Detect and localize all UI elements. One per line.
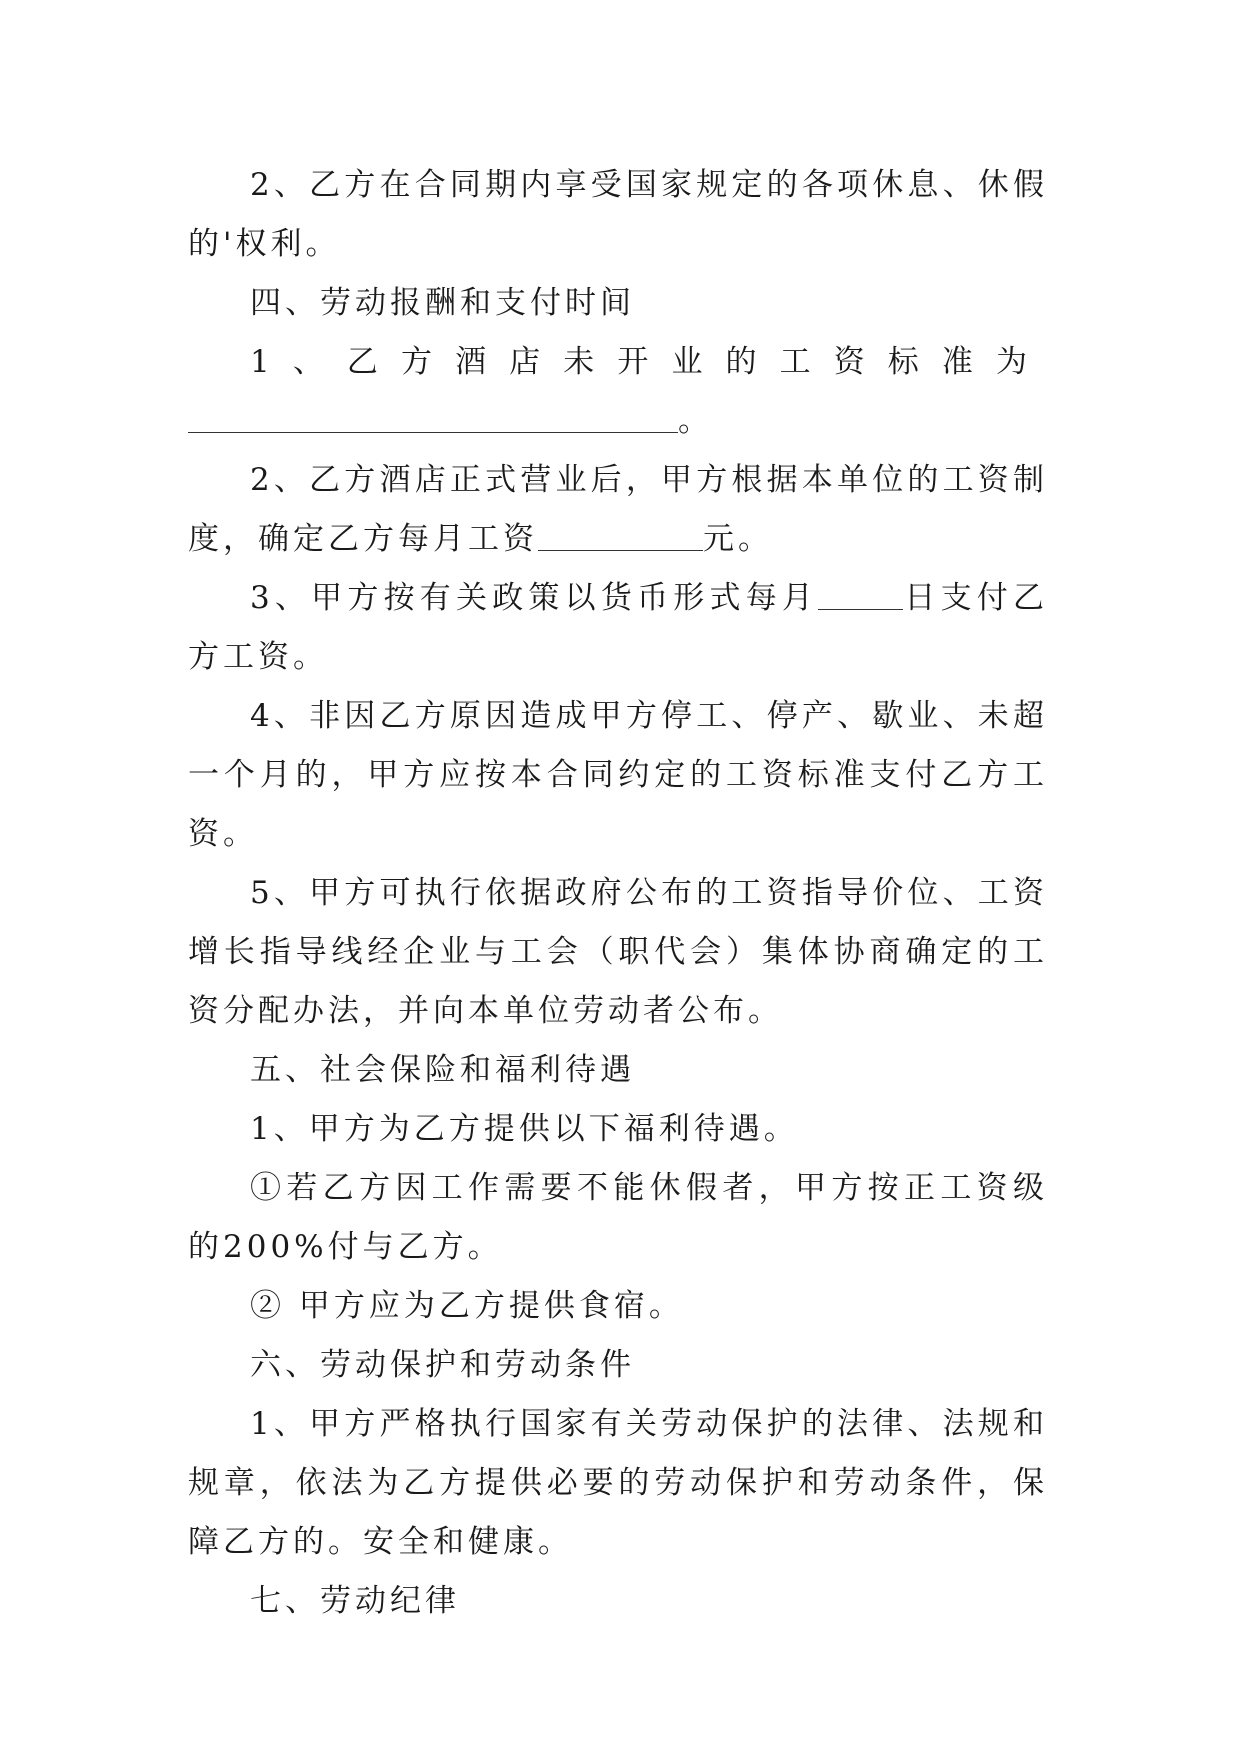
period-mark: 。 <box>678 403 713 439</box>
section-heading-labor-protection: 六、劳动保护和劳动条件 <box>250 1347 635 1383</box>
paragraph-welfare: 1、甲方为乙方提供以下福利待遇。 <box>250 1111 799 1147</box>
blank-line-wage-standard <box>188 404 678 433</box>
paragraph-work-stoppage: 4、非因乙方原因造成甲方停工、停产、歇业、未超一个月的，甲方应按本合同约定的工资标准支付乙方工资。 <box>188 698 1048 852</box>
monthly-wage-unit: 元。 <box>703 521 773 557</box>
paragraph-pay-day <box>188 569 1048 687</box>
section-heading-labor-discipline: 七、劳动纪律 <box>250 1583 460 1619</box>
paragraph-wage-before-opening <box>188 333 1048 451</box>
blank-line-monthly-wage <box>538 522 703 551</box>
paragraph-monthly-wage <box>188 451 1048 569</box>
paragraph-labor-protection: 1、甲方严格执行国家有关劳动保护的法律、法规和规章，依法为乙方提供必要的劳动保护和劳动条件，保障乙方的。安全和健康。 <box>188 1406 1048 1560</box>
paragraph-overtime-pay: ①若乙方因工作需要不能休假者，甲方按正工资级的200%付与乙方。 <box>188 1170 1048 1265</box>
document-page <box>188 156 1048 1631</box>
paragraph-wage-guidance: 5、甲方可执行依据政府公布的工资指导价位、工资增长指导线经企业与工会（职代会）集体协商确定的工资分配办法，并向本单位劳动者公布。 <box>188 875 1048 1029</box>
monthly-wage-text: 2、乙方酒店正式营业后，甲方根据本单位的工资制度，确定乙方每月工资 <box>188 462 1048 557</box>
blank-line-pay-day <box>818 581 903 610</box>
section-heading-remuneration: 四、劳动报酬和支付时间 <box>250 285 635 321</box>
pay-day-text: 3、甲方按有关政策以货币形式每月 <box>250 580 819 616</box>
paragraph-rest-rights: 2、乙方在合同期内享受国家规定的各项休息、休假的'权利。 <box>188 167 1048 262</box>
wage-before-opening-text: 1、乙方酒店未开业的工资标准为 <box>250 344 1048 380</box>
paragraph-board-lodging: ② 甲方应为乙方提供食宿。 <box>250 1288 684 1324</box>
pay-day-text-end: 日支付乙方工资。 <box>188 580 1048 675</box>
section-heading-social-insurance: 五、社会保险和福利待遇 <box>250 1052 635 1088</box>
